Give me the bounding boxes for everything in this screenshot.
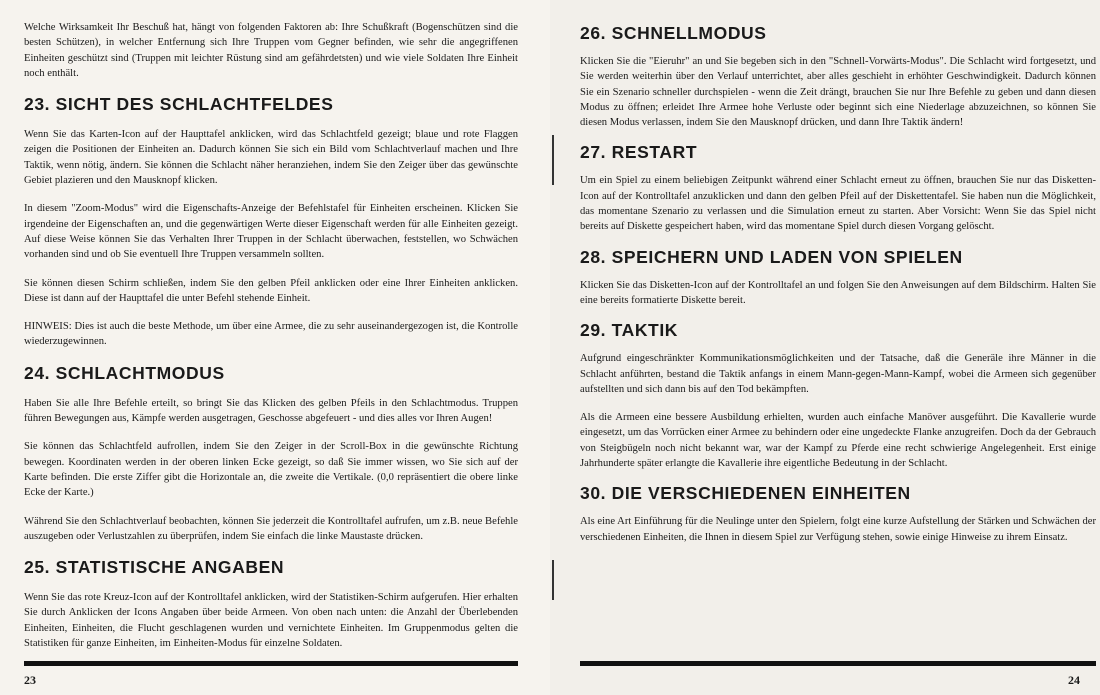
paragraph-29-2: Als die Armeen eine bessere Ausbildung erhielten, wurden auch einfache Manöver ausgeführt. Die Kavallerie wurde eingesetzt, um das Vorrücken einer Armee zu behindern oder eine ungedeckte Flanke anzugreifen. Doch da der Gebrauch von Steigbügeln noch nicht bekannt war, war der Kampf zu Pferde eine recht schwierige Angelegenheit. Erst einige Jahrhunderte später erlangte die Kavallerie ihre eigentliche Bedeutung in der Schlacht. [580,412,1096,470]
heading-29: 29. TAKTIK [580,320,679,341]
heading-23: 23. SICHT DES SCHLACHTFELDES [24,94,334,115]
right-column [580,22,1096,545]
paragraph-29-1: Aufgrund eingeschränkter Kommunikationsmöglichkeiten und der Tatsache, daß die Generäle ihre Männer in die Schlacht anführten, bestand die Taktik anfangs in einem Mann-gegen-Mann-Kampf, wobei die Armeen sich gegenüber aufstellten und sich dann bis auf den Tod bekämpften. [580,353,1096,395]
paragraph-30: Als eine Art Einführung für die Neulinge unter den Spielern, folgt eine kurze Aufstellung der Stärken und Schwächen der verschiedenen Einheiten, die Ihnen in diesem Spiel zur Verfügung stehen, sowie einige Hinweise zu ihrem Einsatz. [580,516,1096,543]
heading-30: 30. DIE VERSCHIEDENEN EINHEITEN [580,483,911,504]
intro-paragraph: Welche Wirksamkeit Ihr Beschuß hat, hängt von folgenden Faktoren ab: Ihre Schußkraft (Bogenschützen sind die besten Schützen), in welcher Entfernung sich Ihre Truppen vom Gegner befinden, wie sehr die angegriffenen Einheiten geschützt sind (Truppen mit leichter Rüstung sind am gefährdetsten) und wie viele Soldaten Ihre Einheit noch enthält. [24,22,518,79]
left-column [24,20,518,651]
paragraph-27: Um ein Spiel zu einem beliebigen Zeitpunkt während einer Schlacht erneut zu öffnen, brauchen Sie nur das Disketten-Icon auf der Kontrolltafel anzuklicken und dann den gelben Pfeil auf der Diskettentafel. Sie haben nun die Möglichkeit, das momentane Szenario zu verlassen und die Simulation erneut zu starten. Aber Vorsicht: Wenn Sie das Spiel nicht bereits auf Diskette gespeichert haben, wird das momentane Spiel durch diesen Vorgang gelöscht. [580,175,1096,233]
heading-25: 25. STATISTISCHE ANGABEN [24,557,285,578]
page-number: 23 [24,673,36,687]
paragraph-26: Klicken Sie die "Eieruhr" an und Sie begeben sich in den "Schnell-Vorwärts-Modus". Die Schlacht wird fortgesetzt, und Sie werden weiterhin über den Verlauf unterrichtet, aber alles geschieht in erhöhter Geschwindigkeit. Dadurch können Sie ein Szenario schneller durchspielen - wenn die Zeit drängt, brauchen Sie nur Ihre Befehle zu geben und dann diesen Modus zu öffnen; erleidet Ihre Armee hohe Verluste oder beginnt sich eine Niederlage abzuzeichnen, so können Sie diesen Modus verlassen, indem Sie den Mausknopf drücken, und dann Ihre Taktik ändern! [580,56,1096,129]
heading-24: 24. SCHLACHTMODUS [24,362,225,383]
paragraph-24-2: Sie können das Schlachtfeld aufrollen, indem Sie den Zeiger in der Scroll-Box in die gewünschte Richtung bewegen. Koordinaten werden in der oberen linken Ecke gezeigt, so daß Sie immer wissen, wo Sie sich auf der Karte befinden. Die erste Ziffer gibt die Horizontale an, die zweite die Vertikale. (0,0 repräsentiert die obere linke Ecke der Karte.) [24,441,518,499]
paragraph-24-1: Haben Sie alle Ihre Befehle erteilt, so bringt Sie das Klicken des gelben Pfeils in den Schlachtmodus. Truppen führen Bewegungen aus, Kämpfe werden ausgetragen, Geschosse abgefeuert - und dies alles vor Ihren Augen! [24,397,518,425]
binding-mark [552,560,554,600]
paragraph-25-1: Wenn Sie das rote Kreuz-Icon auf der Kontrolltafel anklicken, wird der Statistiken-Schirm aufgerufen. Hier erhalten Sie durch Anklicken der Icons Angaben über beide Armeen. Von oben nach unten: die Anzahl der Überlebenden Einheiten, Einheiten, die Flucht geschlagenen wurden und vernichtete Einheiten. Im Gruppenmodus gelten die Statistiken für ganze Einheiten, im Einheiten-Modus für einzelne Soldaten. [24,592,518,650]
binding-mark [552,135,554,185]
page-number: 24 [1068,673,1080,687]
paragraph-28: Klicken Sie das Disketten-Icon auf der Kontrolltafel an und folgen Sie den Anweisungen auf dem Bildschirm. Halten Sie eine bereits formatierte Diskette bereit. [580,279,1096,306]
footer-rule [580,661,1096,666]
paragraph-23-2: In diesem "Zoom-Modus" wird die Eigenschafts-Anzeige der Befehlstafel für Einheiten erscheinen. Klicken Sie irgendeine der Eigenschaften an, und die gegenwärtigen Werte dieser Eigenschaft werden für alle Einheiten gezeigt. Auf diese Weise können Sie das Verhalten Ihrer Truppen in der Schlacht überwachen, feststellen, wo Schwächen vorhanden sind und ob Sie eventuell Ihre Truppen versammeln sollten. [24,203,518,261]
heading-28: 28. SPEICHERN UND LADEN VON SPIELEN [580,246,963,267]
paragraph-24-3: Während Sie den Schlachtverlauf beobachten, können Sie jederzeit die Kontrolltafel aufrufen, um z.B. neue Befehle auszugeben oder Verlustzahlen zu überprüfen, indem Sie einfach die linke Maustaste drücken. [24,515,518,542]
paragraph-23-4: HINWEIS: Dies ist auch die beste Methode, um über eine Armee, die zu sehr auseinandergezogen ist, die Kontrolle wiederzugewinnen. [24,321,518,348]
paragraph-23-1: Wenn Sie das Karten-Icon auf der Haupttafel anklicken, wird das Schlachtfeld gezeigt; blaue und rote Flaggen zeigen die Positionen der Einheiten an. Dadurch können Sie sich ein Bild vom Schlachtverlauf machen und Ihre Taktik, wenn nötig, ändern. Sie können die Schlacht näher heranziehen, indem Sie den Zeiger über das gewünschte Gebiet plazieren und den Mausknopf klicken. [24,129,518,187]
heading-27: 27. RESTART [580,142,698,163]
right-page [550,0,1100,695]
footer-rule [24,661,518,666]
heading-26: 26. SCHNELLMODUS [580,23,767,43]
paragraph-23-3: Sie können diesen Schirm schließen, indem Sie den gelben Pfeil anklicken oder eine Ihrer Einheiten anklicken. Diese ist dann auf der Haupttafel die unter Befehl stehende Einheit. [24,277,518,304]
